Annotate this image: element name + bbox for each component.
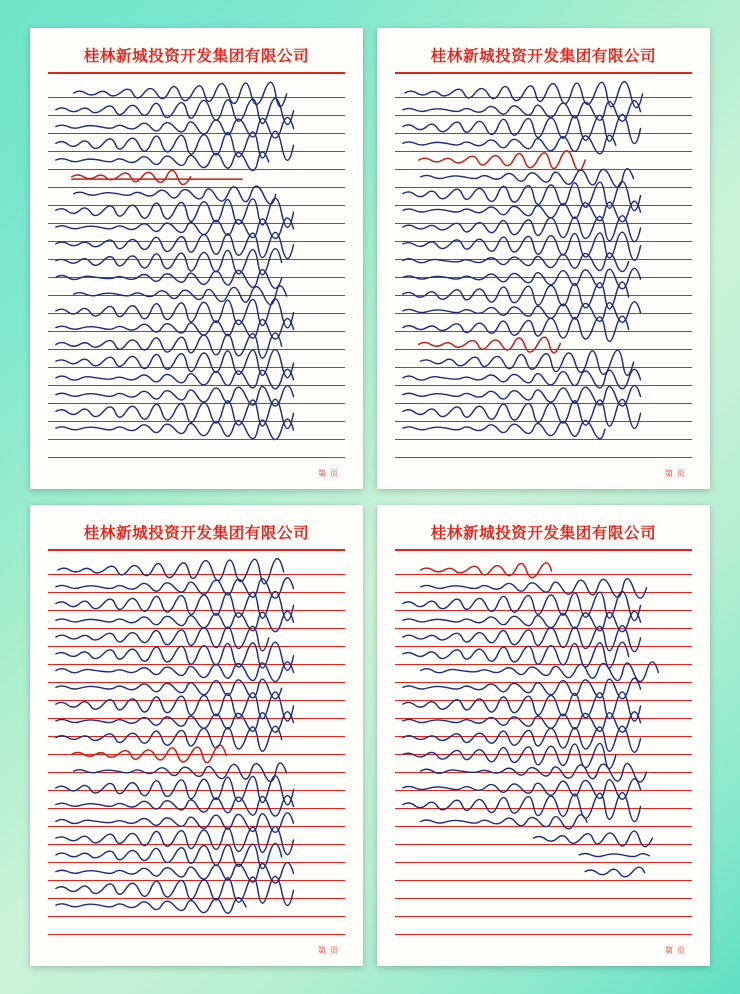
signature-department xyxy=(395,557,396,558)
ruled-lines-1 xyxy=(48,80,345,465)
page-number-4: 第 页 xyxy=(665,946,686,955)
handwritten-text-1 xyxy=(48,80,345,465)
letter-sheet-4[interactable] xyxy=(377,505,710,966)
sheet-3-body xyxy=(48,557,49,558)
ruled-writing-area-1 xyxy=(48,80,345,465)
letterhead-divider-1 xyxy=(48,72,345,74)
page-number-1: 第 页 xyxy=(318,469,339,478)
letterhead-title-3: 桂林新城投资开发集团有限公司 xyxy=(83,525,310,542)
signature-company xyxy=(395,557,396,558)
page-number-3: 第 页 xyxy=(318,946,339,955)
letterhead-divider-2 xyxy=(395,72,692,74)
sheet-2-body xyxy=(395,80,396,81)
letter-sheet-2[interactable] xyxy=(377,28,710,489)
ruled-writing-area-4 xyxy=(395,557,692,942)
sheet-4-body xyxy=(395,557,396,558)
letterhead-divider-4 xyxy=(395,549,692,551)
ruled-writing-area-2 xyxy=(395,80,692,465)
letterhead-title-1: 桂林新城投资开发集团有限公司 xyxy=(83,48,310,65)
ruled-lines-2 xyxy=(395,80,692,465)
handwritten-text-2 xyxy=(395,80,692,465)
letter-sheet-3[interactable] xyxy=(30,505,363,966)
ruled-lines-4 xyxy=(395,557,692,942)
letterhead-divider-3 xyxy=(48,549,345,551)
page-number-2: 第 页 xyxy=(665,469,686,478)
ruled-lines-3 xyxy=(48,557,345,942)
ruled-writing-area-3 xyxy=(48,557,345,942)
letter-sheet-1[interactable] xyxy=(30,28,363,489)
letterhead-title-4: 桂林新城投资开发集团有限公司 xyxy=(430,525,657,542)
signature-name xyxy=(395,557,396,558)
handwritten-text-4 xyxy=(395,557,692,942)
letterhead-title-2: 桂林新城投资开发集团有限公司 xyxy=(430,48,657,65)
sheet-1-body xyxy=(48,80,49,81)
handwritten-text-3 xyxy=(48,557,345,942)
